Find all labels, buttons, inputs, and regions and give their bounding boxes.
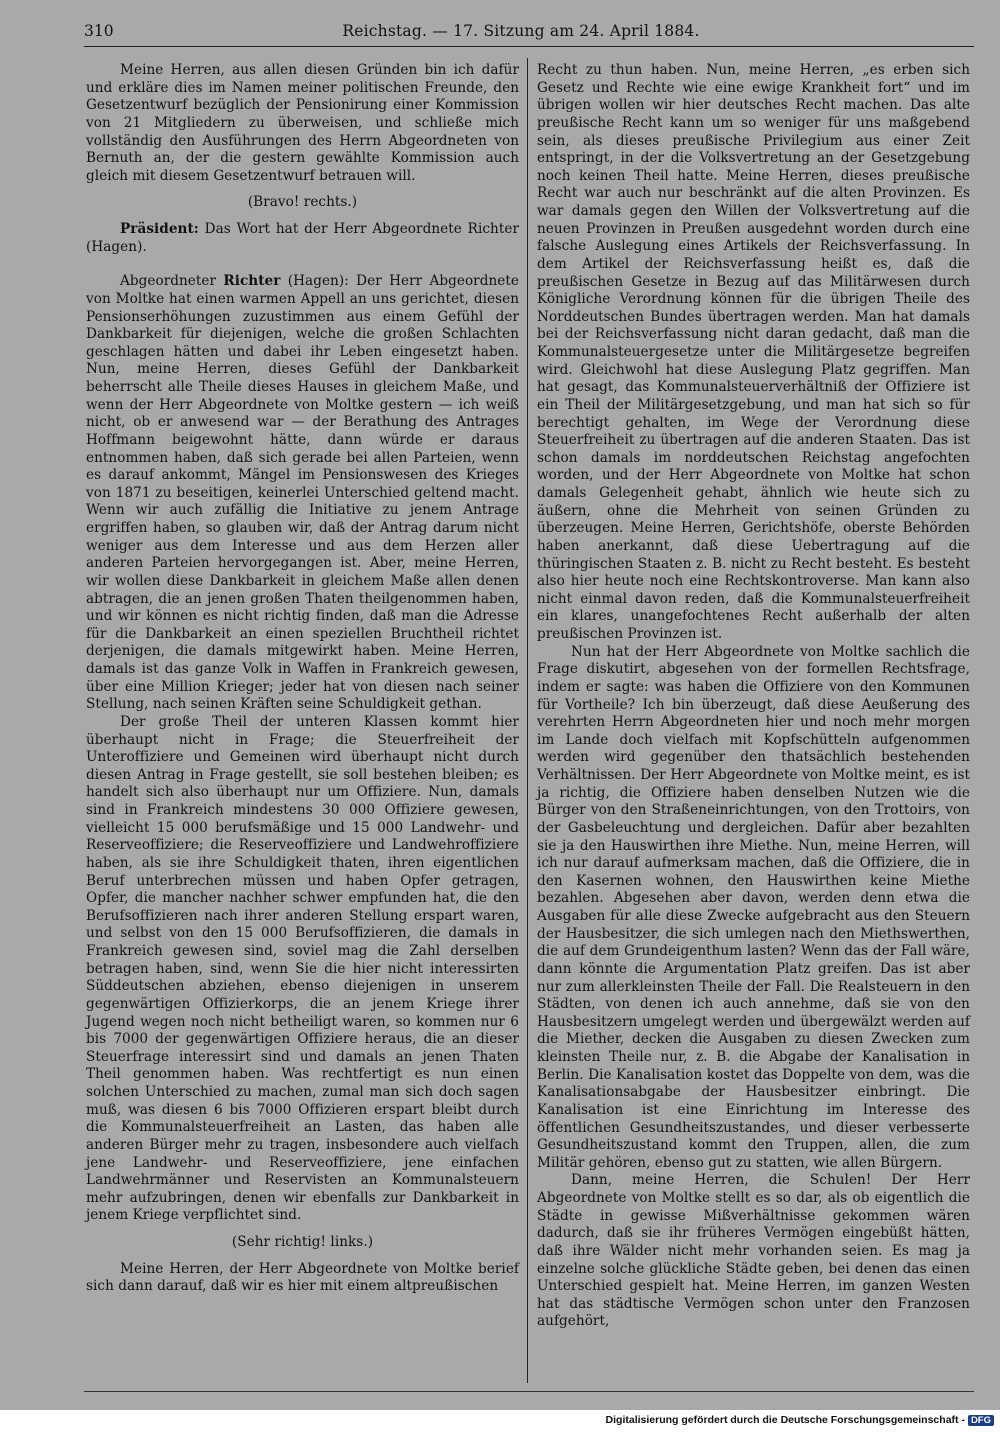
header-rule (84, 46, 974, 47)
president-paragraph (86, 221, 519, 256)
paragraph: Der große Theil der unteren Klassen kommt hier überhaupt nicht in Frage; die Steuerfreiheit der Unteroffiziere und Gemeinen wird überhaupt nicht durch diesen Antrag in Frage gestellt, sie soll bestehen bleiben; es handelt sich also überhaupt nur um Offiziere. Nun, damals sind in Frankreich mindestens 30 000 Offiziere gewesen, vielleicht 15 000 berufsmäßige und 15 000 Landwehr- und Reserveoffiziere; die Reserveoffiziere und Landwehroffiziere haben, als sie ihre Schuldigkeit thaten, ihren eigentlichen Beruf unterbrechen müssen und haben Opfer getragen, Opfer, die mancher nachher schwer empfunden hat, die den Berufsoffizieren nach ihrer anderen Stellung erspart waren, und selbst von den 15 000 Berufsoffizieren, die damals in Frankreich gewesen sind, soviel mag die Zahl derselben betragen haben, sind, wenn Sie die hier nicht interessirten Süddeutschen abziehen, ebenso diejenigen in unserem gegenwärtigen Offizierkorps, die an jenem Kriege ihrer Jugend wegen noch nicht betheiligt waren, so kommen nur 6 bis 7000 der gegenwärtigen Offiziere heraus, die an dieser Steuerfrage interessirt sind und damals an jenen Thaten Theil genommen haben. Was rechtfertigt es nun einen solchen Unterschied zu machen, zumal man sich doch sagen muß, was diesen 6 bis 7000 Offizieren erspart bleibt durch die Kommunalsteuerfreiheit an Lasten, das haben alle anderen Bürger mehr zu tragen, insbesondere auch vielfach jene Landwehr- und Reserveoffiziere, jene einfachen Landwehrmänner und Reservisten an Kommunalsteuern mehr aufzubringen, denen wir ebenfalls zur Dankbarkeit in jenem Kriege verpflichtet sind. (86, 713, 519, 1224)
column-divider (527, 58, 528, 1383)
bottom-rule (84, 1391, 974, 1392)
credit-text: Digitalisierung gefördert durch die Deutsche Forschungsgemeinschaft - (605, 1414, 965, 1426)
speaker-name: Richter (223, 273, 281, 290)
paragraph: Meine Herren, der Herr Abgeordnete von Moltke berief sich dann darauf, daß wir es hier mit einem altpreußischen (86, 1260, 519, 1295)
paragraph: Meine Herren, aus allen diesen Gründen bin ich dafür und erkläre dies im Namen meiner politischen Freunde, den Gesetzentwurf bezüglich der Pensionirung einer Kommission von 21 Mitgliedern zu überweisen, und schließe mich vollständig den Ausführungen des Herrn Abgeordneten von Bernuth an, der die gestern gewählte Kommission auch gleich mit diesem Gesetzentwurf betrauen will. (86, 62, 519, 184)
paragraph: Dann, meine Herren, die Schulen! Der Herr Abgeordnete von Moltke stellt es so dar, als ob eigentlich die Städte in gewisse Mißverhältnisse gekommen wären dadurch, daß sie ihr früheres Vermögen eingebüßt hätten, daß ihre Wälder nicht mehr vorhanden seien. Es mag ja einzelne solche glückliche Städte geben, bei denen das einen Unterschied gespielt hat. Meine Herren, im ganzen Westen hat das städtische Vermögen schon unter den Franzosen aufgehört, (537, 1172, 970, 1330)
page-number: 310 (84, 22, 114, 40)
header-title: Reichstag. — 17. Sitzung am 24. April 1884. (342, 22, 700, 40)
paragraph-text: Das Wort hat der Herr Abgeordnete Richter (Hagen). (86, 221, 519, 255)
interjection: (Sehr richtig! links.) (231, 1234, 374, 1250)
paragraph-text: (Hagen): Der Herr Abgeordnete von Moltke hat einen warmen Appell an uns gerichtet, diesen Pensionserhöhungen zuzustimmen aus einem Gefühl der Dankbarkeit für diejenigen, welche die großen Schlachten geschlagen hätten und dabei ihr Leben eingesetzt haben. Nun, meine Herren, dieses Gefühl der Dankbarkeit beherrscht alle Theile dieses Hauses in gleichem Maße, und wenn der Herr Abgeordnete von Moltke gestern — ich weiß nicht, ob er anwesend war — der Berathung des Antrages Hoffmann beigewohnt hätte, dann würde er daraus entnommen haben, daß sich gerade bei allen Parteien, wenn es darauf ankommt, Mängel im Pensionswesen des Krieges von 1871 zu beseitigen, keinerlei Unterschied geltend macht. Wenn wir auch zufällig die Initiative zu jenem Antrage ergriffen haben, so glauben wir, daß der Antrag darum nicht weniger aus dem Interesse und aus dem Herzen aller anderen Parteien hervorgegangen ist. Aber, meine Herren, wir wollen diese Dankbarkeit in gleichem Maße allen denen abtragen, die an jenen großen Thaten theilgenommen haben, und wir können es nicht richtig finden, daß man die Adresse für die Dankbarkeit an einen speziellen Bruchtheil richtet derjenigen, die damals mitgewirkt haben. Meine Herren, damals ist das ganze Volk in Waffen in Frankreich gewesen, über eine Million Krieger; jeder hat von diesen nach seiner Stellung, nach seinen Kräften seine Schuldigkeit gethan. (86, 273, 519, 713)
left-column (86, 62, 519, 1296)
right-column (537, 62, 970, 1331)
speech-paragraph (86, 273, 519, 714)
digitization-credit (606, 1414, 994, 1426)
dfg-logo: DFG (968, 1415, 994, 1426)
speaker-prefix: Abgeordneter (120, 273, 224, 290)
running-header (84, 22, 958, 46)
interjection: (Bravo! rechts.) (247, 194, 358, 211)
speaker-label: Präsident: (120, 221, 199, 237)
paragraph: Nun hat der Herr Abgeordnete von Moltke sachlich die Frage diskutirt, abgesehen von der formellen Rechtsfrage, indem er sagte: was haben die Offiziere von den Kommunen für Vortheile? Ich bin überzeugt, daß diese Aeußerung des verehrten Herrn Abgeordneten hier und noch mehr morgen im Lande doch vielfach mit Kopfschütteln aufgenommen werden wird gegenüber den thatsächlich bestehenden Verhältnissen. Der Herr Abgeordnete von Moltke meint, es ist ja richtig, die Offiziere haben denselben Nutzen wie die Bürger von den Straßeneinrichtungen, von den Trottoirs, von der Gasbeleuchtung und dergleichen. Dafür aber bezahlten sie ja den Hauswirthen ihre Miethe. Nun, meine Herren, will ich nur darauf aufmerksam machen, daß die Offiziere, die in den Kasernen wohnen, den Hauswirthen keine Miethe bezahlen. Abgesehen aber davon, werden denn etwa die Ausgaben für alle diese Zwecke aufgebracht aus den Steuern der Hausbesitzer, die sich umlegen nach den Miethswerthen, die auf dem Grundeigenthum lasten? Wenn das der Fall wäre, dann könnte die Argumentation Platz greifen. Das ist aber nur zum allerkleinsten Theile der Fall. Die Realsteuern in den Städten, von denen ich auch annehme, daß sie von den Hausbesitzern umgelegt werden und übergewälzt werden auf die Miether, decken die Ausgaben zu diesen Zwecken zum kleinsten Theile nur, z. B. die Abgabe der Kanalisation in Berlin. Die Kanalisation kostet das Doppelte von dem, was die Kanalisationsabgabe der Hausbesitzer einbringt. Die Kanalisation ist eine Einrichtung im Interesse des öffentlichen Gesundheitszustandes, und dieser verbesserte Gesundheitszustand kommt den Truppen, allen, die zum Militär gehören, ebenso gut zu statten, wie allen Bürgern. (537, 643, 970, 1171)
paragraph: Recht zu thun haben. Nun, meine Herren, „es erben sich Gesetz und Rechte wie eine ewige Krankheit fort“ und im übrigen wollen wir hier deutsches Recht machen. Das alte preußische Recht kann um so weniger für uns maßgebend sein, als dieses preußische Privilegium aus einer Zeit entspringt, in der die Volksvertretung an der Gesetzgebung noch keinen Theil hatte. Meine Herren, dieses preußische Recht war auch nur beschränkt auf die alten Provinzen. Es war damals gegen den Willen der Volksvertretung auf die neuen Provinzen in Preußen ausgedehnt worden durch eine falsche Auslegung eines Artikels der Reichsverfassung. In dem Artikel der Reichsverfassung heißt es, daß die preußischen Gesetze in Bezug auf das Militärwesen durch Königliche Verordnung können für die übrigen Theile des Norddeutschen Bundes übertragen werden. Man hat damals bei der Reichsverfassung nicht daran gedacht, daß man die Kommunalsteuergesetze unter die Militärgesetze begreifen wird. Gleichwohl hat diese Auslegung Platz gegriffen. Man hat gesagt, das Kommunalsteuerverhältniß der Offiziere ist ein Theil der Militärgesetzgebung, und man hat sich so für berechtigt gehalten, im Wege der Verordnung diese Steuerfreiheit zu übertragen auf die anderen Staaten. Das ist schon damals im norddeutschen Reichstag angefochten worden, und der Herr Abgeordnete von Moltke hat schon damals Gelegenheit gehabt, ähnlich wie heute sich zu äußern, ohne die Mehrheit von seinen Gründen zu überzeugen. Meine Herren, Gerichtshöfe, oberste Behörden haben anerkannt, daß diese Uebertragung auf die thüringischen Staaten z. B. nicht zu Recht besteht. Es besteht also hier heute noch eine Rechtskontroverse. Man kann also nicht einmal davon reden, daß die Kommunalsteuerfreiheit ein klares, unangefochtenes Recht außerhalb der alten preußischen Provinzen ist. (537, 62, 970, 642)
